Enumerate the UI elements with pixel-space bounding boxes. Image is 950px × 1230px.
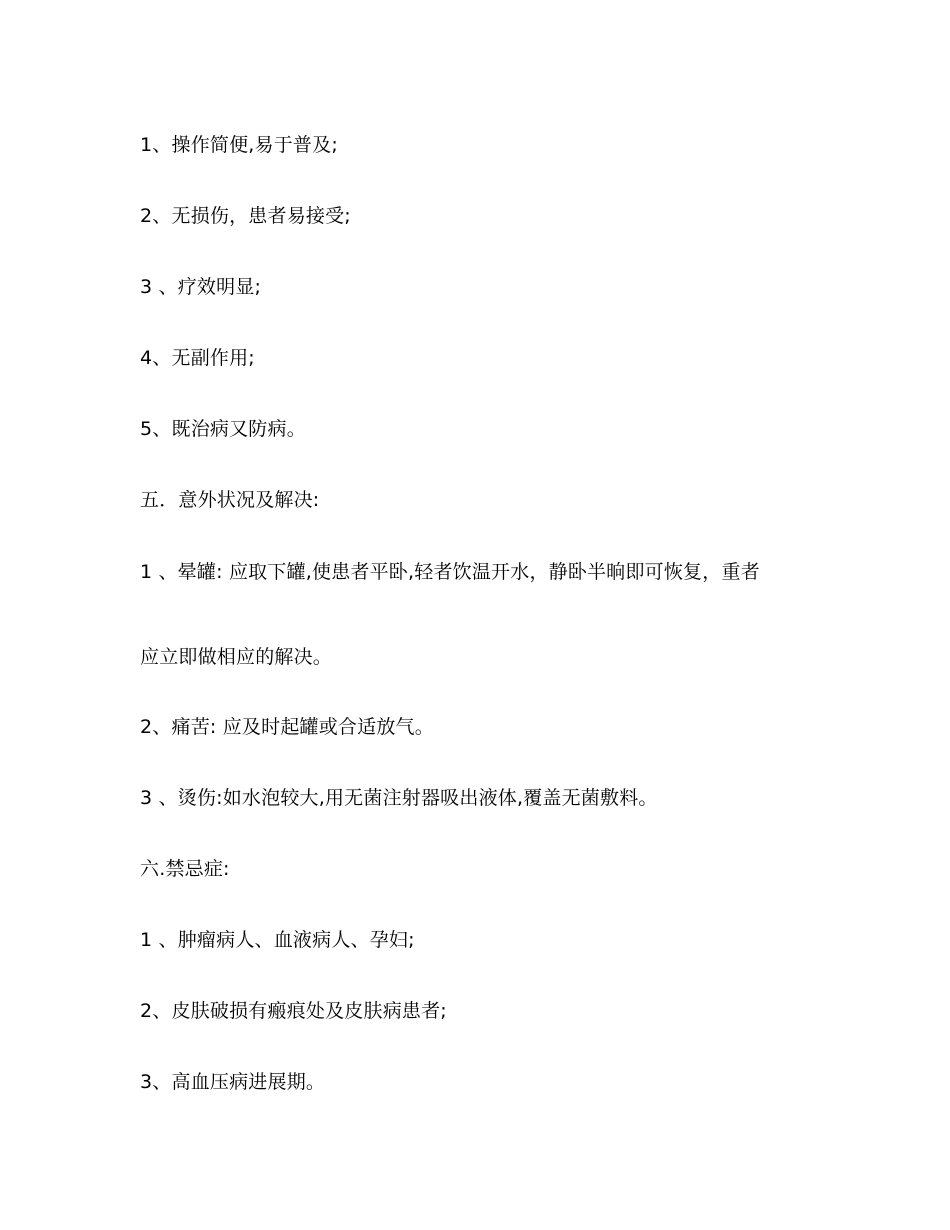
advantage-item-2: 2、无损伤，患者易接受; xyxy=(140,205,351,227)
section-heading-accidents: 五．意外状况及解决: xyxy=(140,489,320,511)
advantage-item-1: 1、操作简便,易于普及; xyxy=(140,134,338,156)
accident-item-1-continued: 应立即做相应的解决。 xyxy=(140,646,333,668)
accident-item-3: 3 、烫伤:如水泡较大,用无菌注射器吸出液体,覆盖无菌敷料。 xyxy=(140,787,658,809)
contraindication-item-1: 1 、肿瘤病人、血液病人、孕妇; xyxy=(140,929,415,951)
advantage-item-3: 3 、疗效明显; xyxy=(140,276,262,298)
advantage-item-5: 5、既治病又防病。 xyxy=(140,418,306,440)
accident-item-1: 1 、晕罐: 应取下罐,使患者平卧,轻者饮温开水，静卧半晌即可恢复，重者 xyxy=(140,561,760,583)
advantage-item-4: 4、无副作用; xyxy=(140,347,255,369)
accident-item-2: 2、痛苦: 应及时起罐或合适放气。 xyxy=(140,716,434,738)
contraindication-item-3: 3、高血压病进展期。 xyxy=(140,1071,326,1093)
contraindication-item-2: 2、皮肤破损有瘢痕处及皮肤病患者; xyxy=(140,1000,447,1022)
section-heading-contraindications: 六.禁忌症: xyxy=(140,858,230,880)
